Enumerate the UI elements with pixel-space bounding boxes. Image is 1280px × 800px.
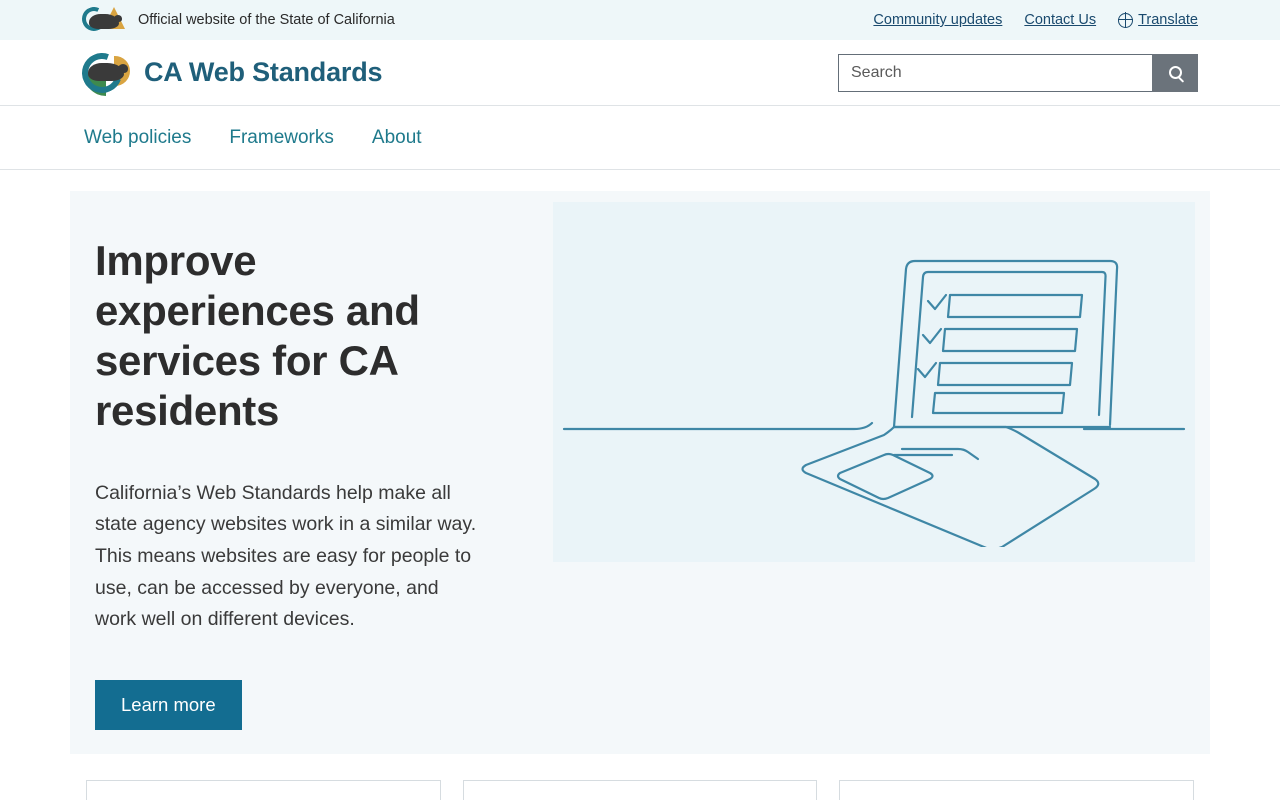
search-icon: [1169, 66, 1182, 79]
cards-row: [70, 780, 1210, 800]
site-logo-link[interactable]: [82, 50, 382, 96]
nav-item-about[interactable]: About: [371, 126, 422, 148]
main-navigation: [0, 106, 1280, 170]
utility-bar-left: [82, 6, 395, 34]
globe-icon: [1118, 13, 1133, 28]
hero-title: Improve experiences and services for CA residents: [95, 237, 420, 434]
utility-bar-right: [873, 12, 1198, 28]
hero-section: [70, 191, 1210, 754]
learn-more-button[interactable]: Learn more: [95, 680, 242, 730]
translate-label: Translate: [1138, 12, 1198, 28]
nav-item-web-policies[interactable]: Web policies: [84, 126, 192, 148]
search-button[interactable]: [1152, 54, 1198, 92]
contact-us-link[interactable]: Contact Us: [1024, 12, 1097, 28]
community-updates-link[interactable]: Community updates: [873, 12, 1003, 28]
hero-image-panel: [553, 202, 1195, 562]
card-2[interactable]: [463, 780, 818, 800]
official-site-text: Official website of the State of California: [138, 12, 395, 28]
site-search: [838, 54, 1198, 92]
page-body: [0, 191, 1280, 800]
utility-bar: [0, 0, 1280, 40]
laptop-checklist-illustration: [554, 217, 1194, 547]
ca-state-seal-icon: [82, 6, 128, 34]
hero-description: California’s Web Standards help make all state agency websites work in a similar way. This means websites are easy for people to use, can be accessed by everyone, and work well on different devices.: [95, 481, 477, 631]
translate-link[interactable]: [1118, 12, 1198, 28]
hero-content: [70, 191, 553, 754]
site-header: [0, 40, 1280, 106]
site-title: CA Web Standards: [144, 57, 383, 87]
search-input[interactable]: [838, 54, 1152, 92]
card-1[interactable]: [86, 780, 441, 800]
nav-item-frameworks[interactable]: Frameworks: [229, 126, 334, 148]
card-3[interactable]: [839, 780, 1194, 800]
ca-state-seal-icon: [82, 50, 130, 96]
